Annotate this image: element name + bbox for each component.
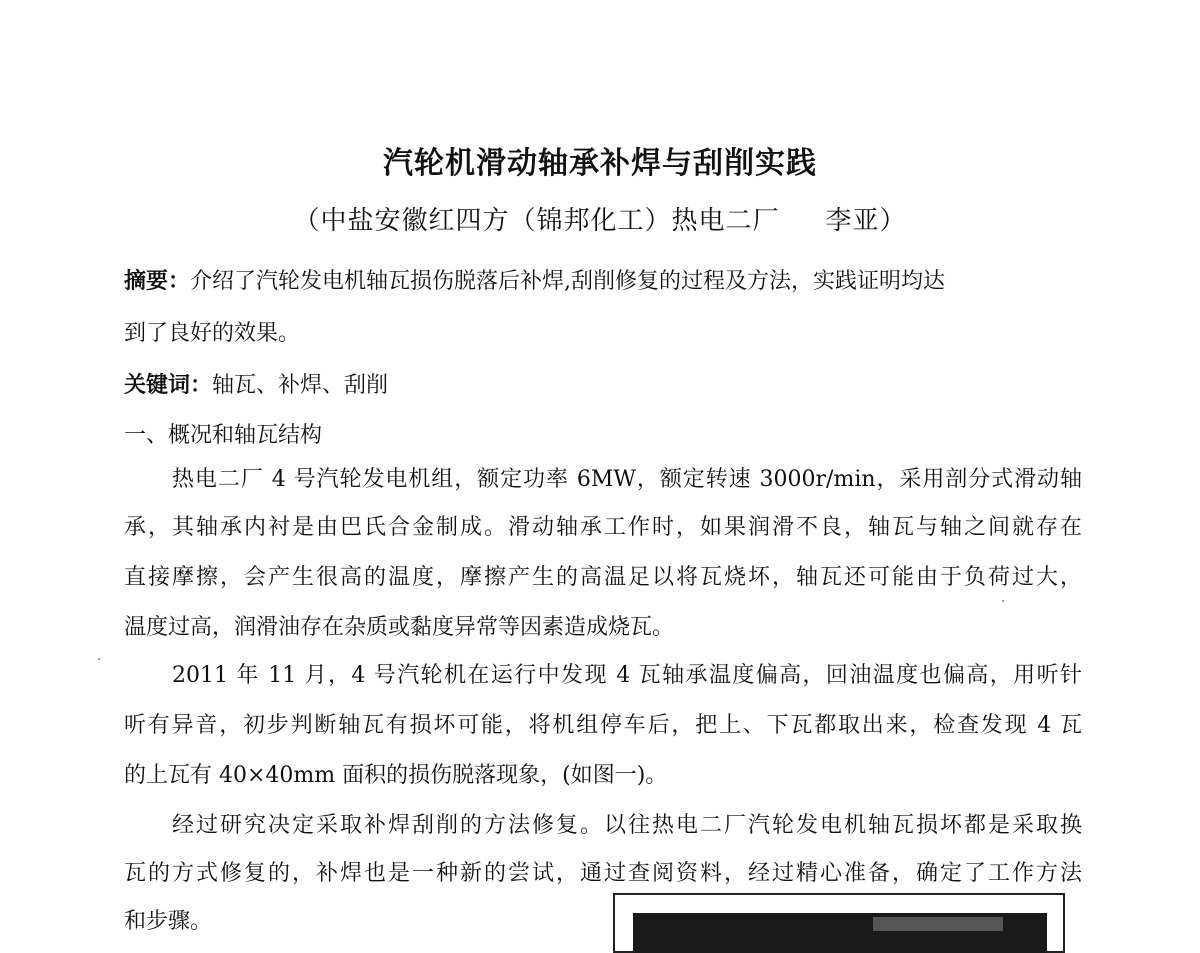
- paragraph-3-line-3: 和步骤。: [124, 909, 213, 934]
- figure-1-frame: [613, 893, 1065, 953]
- paragraph-3-line-1: 经过研究决定采取补焊刮削的方法修复。以往热电二厂汽轮发电机轴瓦损坏都是采取换: [172, 813, 1082, 838]
- paper-title: 汽轮机滑动轴承补焊与刮削实践: [383, 146, 817, 181]
- keywords-label: 关键词：: [124, 373, 213, 398]
- paragraph-1-line-2: 承，其轴承内衬是由巴氏合金制成。滑动轴承工作时，如果润滑不良，轴瓦与轴之间就存在: [124, 515, 1082, 540]
- paragraph-2-line-2: 听有异音，初步判断轴瓦有损坏可能，将机组停车后，把上、下瓦都取出来，检查发现 4 瓦: [124, 713, 1082, 738]
- paragraph-3-line-2: 瓦的方式修复的，补焊也是一种新的尝试，通过查阅资料，经过精心准备，确定了工作方法: [124, 861, 1082, 886]
- affiliation-line: [0, 200, 1200, 237]
- scan-speck: [98, 658, 100, 660]
- abstract-label: 摘要：: [124, 269, 191, 294]
- keywords-line: [124, 368, 388, 399]
- paragraph-1-line-1: 热电二厂 4 号汽轮发电机组，额定功率 6MW，额定转速 3000r/min，采用剖分式滑动轴: [172, 467, 1082, 492]
- author-name: 李亚）: [825, 206, 907, 236]
- abstract-text-1: 介绍了汽轮发电机轴瓦损伤脱落后补焊,刮削修复的过程及方法，实践证明均达: [190, 269, 946, 294]
- keywords-text: 轴瓦、补焊、刮削: [212, 373, 389, 398]
- scan-speck: [1002, 600, 1004, 602]
- abstract-line-2: 到了良好的效果。: [124, 321, 301, 346]
- paragraph-2-line-1: 2011 年 11 月，4 号汽轮机在运行中发现 4 瓦轴承温度偏高，回油温度也偏高，用听针: [172, 663, 1082, 688]
- paragraph-2-line-3: 的上瓦有 40×40mm 面积的损伤脱落现象，(如图一)。: [124, 763, 668, 788]
- paragraph-1-line-4: 温度过高，润滑油存在杂质或黏度异常等因素造成烧瓦。: [124, 615, 675, 640]
- affiliation-org: （中盐安徽红四方（锦邦化工）热电二厂: [293, 206, 780, 236]
- abstract-line-1: [124, 264, 945, 295]
- section-heading: 一、概况和轴瓦结构: [124, 423, 323, 448]
- figure-1-photo: [633, 913, 1047, 953]
- paragraph-1-line-3: 直接摩擦，会产生很高的温度，摩擦产生的高温足以将瓦烧坏，轴瓦还可能由于负荷过大，: [124, 565, 1082, 590]
